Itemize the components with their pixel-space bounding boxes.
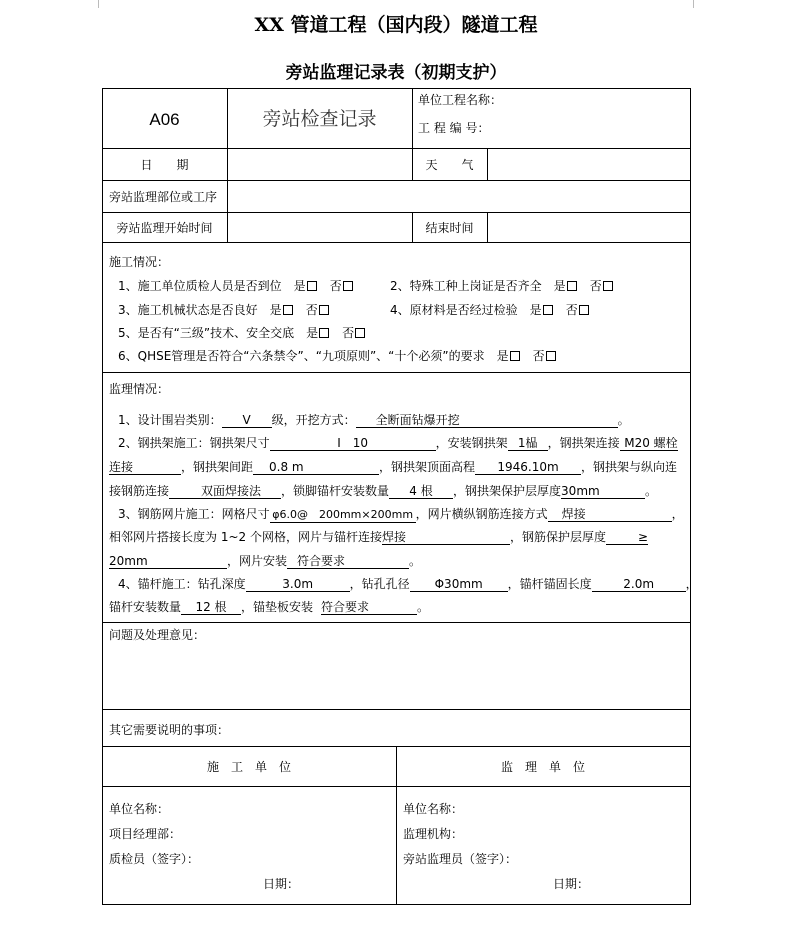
unit-project-name-label: 单位工程名称： bbox=[418, 93, 503, 107]
ge-symbol: ≥ bbox=[606, 530, 648, 545]
supervision-heading: 监理情况： bbox=[109, 382, 170, 396]
supervision-line-2: 2、钢拱架施工：钢拱架尺寸 I 10 ，安装钢拱架 1榀 ，钢拱架连接 M20 螺栓 bbox=[118, 436, 678, 450]
supervision-line-8: 4、锚杆施工：钻孔深度 3.0m ，钻孔孔径 Φ30mm ，锚杆锚固长度 2.0m ， bbox=[118, 577, 698, 591]
supervision-line-5: 3、钢筋网片施工：网格尺寸 φ6.0@ 200mm×200mm ，网片横纵钢筋连接方式 焊接 ， bbox=[118, 507, 684, 521]
no-checkbox[interactable] bbox=[603, 281, 613, 291]
supervision-line-4: 接钢筋连接 双面焊接法 ，锁脚锚杆安装数量 4 根 ，钢拱架保护层厚度30mm 。 bbox=[109, 484, 658, 498]
supervision-line-1: 1、设计围岩类别： V 级，开挖方式： 全断面钻爆开挖 。 bbox=[118, 413, 630, 427]
page-corner-mark-left bbox=[98, 0, 99, 8]
weather-label: 天 气 bbox=[425, 158, 474, 172]
drill-depth-value: 3.0m bbox=[246, 577, 350, 592]
yes-checkbox[interactable] bbox=[543, 305, 553, 315]
plate-install-value: 符合要求 bbox=[321, 600, 417, 615]
mesh-install-value: 符合要求 bbox=[287, 554, 409, 569]
form-code: A06 bbox=[149, 110, 180, 129]
anchor-connection-value: 焊接 bbox=[382, 530, 510, 545]
check-item: 3、施工机械状态是否良好 是 否 bbox=[118, 303, 330, 317]
yes-checkbox[interactable] bbox=[319, 328, 329, 338]
supervision-line-6: 相邻网片搭接长度为 1~2 个网格，网片与锚杆连接焊接 ，钢筋保护层厚度 ≥ bbox=[109, 530, 648, 544]
no-checkbox[interactable] bbox=[355, 328, 365, 338]
construction-date-label: 日期： bbox=[263, 877, 300, 891]
document-subtitle: 旁站监理记录表（初期支护） bbox=[285, 63, 507, 83]
check-item: 2、特殊工种上岗证是否齐全 是 否 bbox=[390, 279, 614, 293]
no-checkbox[interactable] bbox=[546, 351, 556, 361]
issues-label: 问题及处理意见： bbox=[109, 628, 206, 642]
date-label: 日 期 bbox=[140, 158, 189, 172]
page-corner-mark-right bbox=[693, 0, 694, 8]
yes-checkbox[interactable] bbox=[307, 281, 317, 291]
supervision-org-label: 监理机构： bbox=[403, 827, 464, 841]
arch-size-value: I 10 bbox=[270, 436, 436, 451]
check-item: 5、是否有“三级”技术、安全交底 是 否 bbox=[118, 326, 366, 340]
inspector-signature-label: 质检员（签字）： bbox=[109, 852, 200, 866]
supervision-unit-name-label: 单位名称： bbox=[403, 802, 464, 816]
anchor-length-value: 2.0m bbox=[592, 577, 686, 592]
no-checkbox[interactable] bbox=[319, 305, 329, 315]
end-time-label: 结束时间 bbox=[425, 221, 474, 235]
drill-diameter-value: Φ30mm bbox=[410, 577, 508, 592]
start-time-label: 旁站监理开始时间 bbox=[116, 221, 213, 235]
supervision-line-3: 连接 ，钢拱架间距 0.8 m ，钢拱架顶面高程 1946.10m ，钢拱架与纵向连 bbox=[109, 460, 678, 474]
supervision-line-7: 20mm ，网片安装 符合要求 。 bbox=[109, 554, 422, 568]
form-name: 旁站检查记录 bbox=[262, 108, 377, 130]
supervisor-signature-label: 旁站监理员（签字）： bbox=[403, 852, 518, 866]
supervised-part-label: 旁站监理部位或工序 bbox=[109, 190, 218, 204]
anchor-qty-value: 12 根 bbox=[181, 600, 241, 615]
construction-heading: 施工情况： bbox=[109, 255, 170, 269]
yes-checkbox[interactable] bbox=[510, 351, 520, 361]
arch-connection-value: M20 螺栓 bbox=[620, 436, 678, 451]
excavation-method-value: 全断面钻爆开挖 bbox=[356, 413, 618, 428]
other-matters-label: 其它需要说明的事项： bbox=[109, 723, 230, 737]
lock-anchor-count-value: 4 根 bbox=[389, 484, 453, 499]
check-item: 4、原材料是否经过检验 是 否 bbox=[390, 303, 590, 317]
arch-spacing-value: 0.8 m bbox=[253, 460, 379, 475]
no-checkbox[interactable] bbox=[343, 281, 353, 291]
check-item: 1、施工单位质检人员是否到位 是 否 bbox=[118, 279, 354, 293]
supervision-line-9: 锚杆安装数量 12 根 ，锚垫板安装 符合要求 。 bbox=[109, 600, 430, 614]
project-number-label: 工 程 编 号： bbox=[418, 121, 490, 135]
yes-checkbox[interactable] bbox=[283, 305, 293, 315]
arch-count-value: 1榀 bbox=[508, 436, 548, 451]
arch-elevation-value: 1946.10m bbox=[475, 460, 581, 475]
construction-unit-title: 施 工 单 位 bbox=[206, 760, 291, 774]
project-manager-dept-label: 项目经理部： bbox=[109, 827, 182, 841]
supervision-date-label: 日期： bbox=[553, 877, 590, 891]
no-checkbox[interactable] bbox=[579, 305, 589, 315]
supervision-unit-title: 监 理 单 位 bbox=[500, 760, 585, 774]
arch-connection-value-cont: 连接 bbox=[109, 460, 181, 475]
weld-method-value: 双面焊接法 bbox=[169, 484, 281, 499]
yes-checkbox[interactable] bbox=[567, 281, 577, 291]
rock-grade-value: V bbox=[222, 413, 272, 428]
arch-cover-value: 30mm bbox=[561, 484, 645, 499]
mesh-size-value: φ6.0@ 200mm×200mm bbox=[270, 508, 416, 523]
mesh-connection-value: 焊接 bbox=[548, 507, 672, 522]
rebar-cover-value: 20mm bbox=[109, 554, 227, 569]
document-title: XX 管道工程（国内段）隧道工程 bbox=[254, 14, 538, 36]
construction-unit-name-label: 单位名称： bbox=[109, 802, 170, 816]
check-item: 6、QHSE管理是否符合“六条禁令”、“九项原则”、“十个必须”的要求 是 否 bbox=[118, 349, 557, 363]
